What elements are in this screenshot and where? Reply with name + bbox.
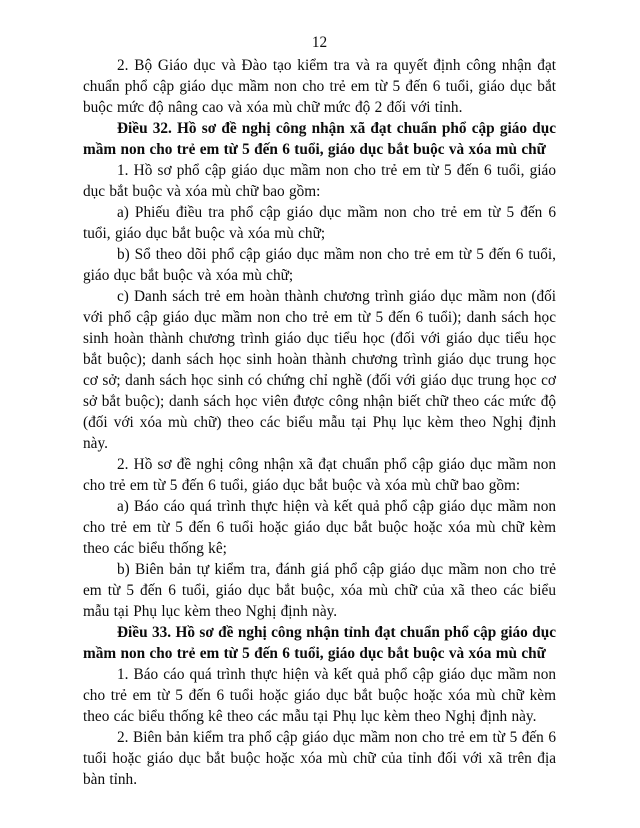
paragraph: a) Phiếu điều tra phổ cập giáo dục mầm non cho trẻ em từ 5 đến 6 tuổi, giáo dục bắt buộc và xóa mù chữ;	[83, 204, 556, 242]
paragraph: 2. Biên bản kiểm tra phổ cập giáo dục mầm non cho trẻ em từ 5 đến 6 tuổi hoặc giáo dục bắt buộc hoặc xóa mù chữ của tỉnh đối với xã trên địa bàn tỉnh.	[83, 729, 556, 788]
paragraph: a) Báo cáo quá trình thực hiện và kết quả phổ cập giáo dục mầm non cho trẻ em từ 5 đến 6 tuổi hoặc giáo dục bắt buộc hoặc xóa mù chữ kèm theo các biểu thống kê;	[83, 498, 556, 557]
paragraph: 1. Hồ sơ phổ cập giáo dục mầm non cho trẻ em từ 5 đến 6 tuổi, giáo dục bắt buộc và xóa mù chữ bao gồm:	[83, 162, 556, 200]
page-number: 12	[311, 34, 328, 51]
paragraph: b) Sổ theo dõi phổ cập giáo dục mầm non cho trẻ em từ 5 đến 6 tuổi, giáo dục bắt buộc và xóa mù chữ;	[83, 246, 556, 284]
article-heading: Điều 32. Hồ sơ đề nghị công nhận xã đạt chuẩn phổ cập giáo dục mầm non cho trẻ em từ 5 đến 6 tuổi, giáo dục bắt buộc và xóa mù chữ	[83, 120, 556, 158]
paragraph: 2. Hồ sơ đề nghị công nhận xã đạt chuẩn phổ cập giáo dục mầm non cho trẻ em từ 5 đến 6 tuổi, giáo dục bắt buộc và xóa mù chữ bao gồm:	[83, 456, 556, 494]
paragraph: 1. Báo cáo quá trình thực hiện và kết quả phổ cập giáo dục mầm non cho trẻ em từ 5 đến 6 tuổi hoặc giáo dục bắt buộc hoặc xóa mù chữ kèm theo các biểu thống kê theo các mẫu tại Phụ lục kèm theo Nghị định này.	[83, 666, 556, 725]
paragraph: c) Danh sách trẻ em hoàn thành chương trình giáo dục mầm non (đối với phổ cập giáo dục mầm non cho trẻ em từ 5 đến 6 tuổi); danh sách học sinh hoàn thành chương trình giáo dục tiểu học (đối với giáo dục tiểu học bắt buộc); danh sách học sinh hoàn thành chương trình giáo dục trung học cơ sở; danh sách học sinh có chứng chỉ nghề (đối với giáo dục trung học cơ sở bắt buộc); danh sách học viên được công nhận biết chữ theo các mức độ (đối với xóa mù chữ) theo các biểu mẫu tại Phụ lục kèm theo Nghị định này.	[83, 288, 556, 452]
document-body	[83, 55, 556, 790]
article-heading: Điều 33. Hồ sơ đề nghị công nhận tỉnh đạt chuẩn phổ cập giáo dục mầm non cho trẻ em từ 5 đến 6 tuổi, giáo dục bắt buộc và xóa mù chữ	[83, 624, 556, 662]
paragraph: 2. Bộ Giáo dục và Đào tạo kiểm tra và ra quyết định công nhận đạt chuẩn phổ cập giáo dục mầm non cho trẻ em từ 5 đến 6 tuổi, giáo dục bắt buộc mức độ nâng cao và xóa mù chữ mức độ 2 đối với tỉnh.	[83, 57, 556, 116]
paragraph: b) Biên bản tự kiểm tra, đánh giá phổ cập giáo dục mầm non cho trẻ em từ 5 đến 6 tuổi, giáo dục bắt buộc, xóa mù chữ của xã theo các biểu mẫu tại Phụ lục kèm theo Nghị định này.	[83, 561, 556, 620]
